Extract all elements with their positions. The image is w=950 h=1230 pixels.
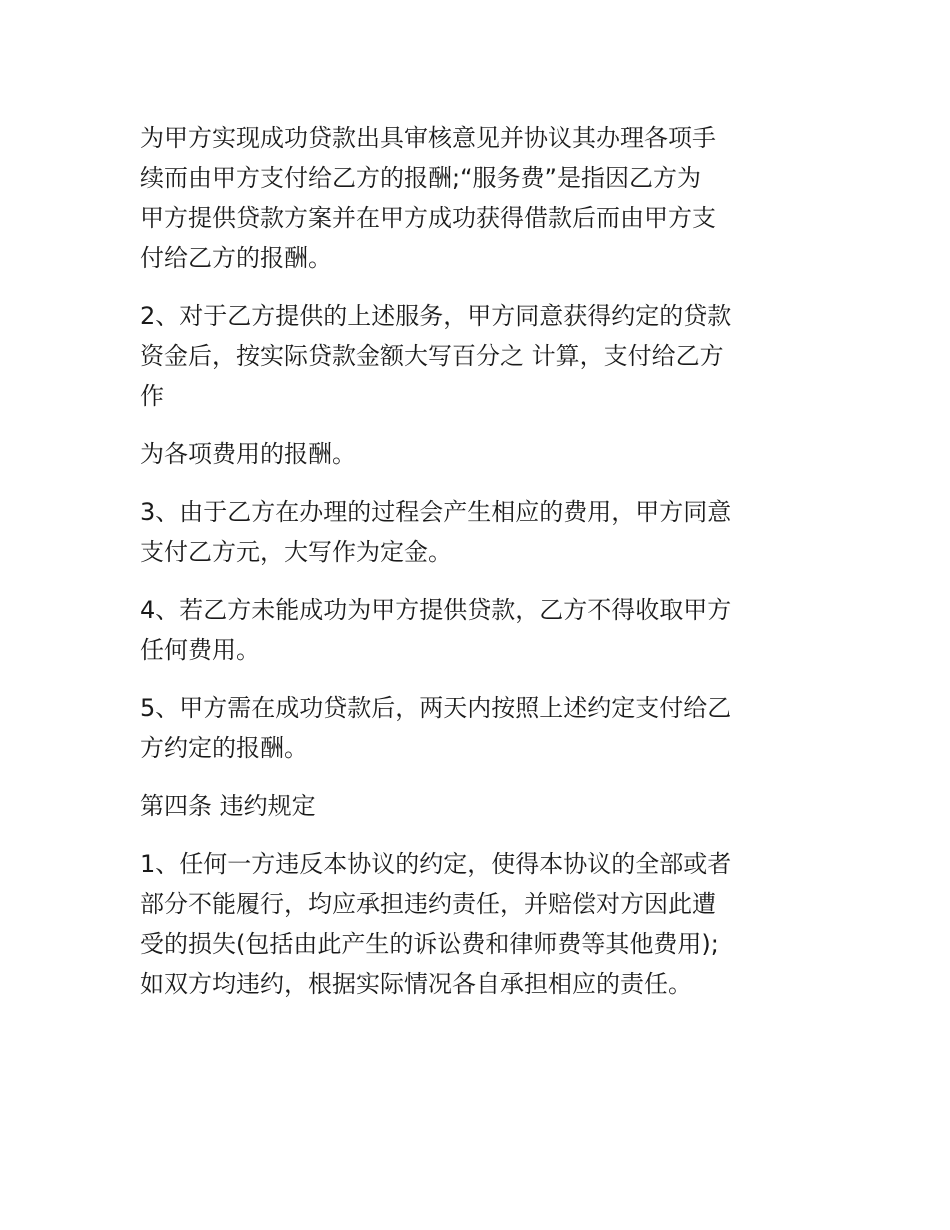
paragraph-clause-5: 5、甲方需在成功贷款后，两天内按照上述约定支付给乙 方约定的报酬。 — [140, 694, 732, 762]
paragraph-service-fee-definition: 为甲方实现成功贷款出具审核意见并协议其办理各项手 续而由甲方支付给乙方的报酬;“服务费”是指因乙方为 甲方提供贷款方案并在甲方成功获得借款后而由甲方支 付给乙方的报酬。 — [140, 124, 716, 272]
paragraph-breach-clause-1: 1、任何一方违反本协议的约定，使得本协议的全部或者 部分不能履行，均应承担违约责任，并赔偿对方因此遭 受的损失(包括由此产生的诉讼费和律师费等其他费用); 如双方均违约，根据实际情况各自承担相应的责任。 — [140, 850, 732, 998]
paragraph-clause-2: 2、对于乙方提供的上述服务，甲方同意获得约定的贷款 资金后，按实际贷款金额大写百分之 计算，支付给乙方 作 — [140, 302, 732, 410]
paragraph-clause-3: 3、由于乙方在办理的过程会产生相应的费用，甲方同意 支付乙方元，大写作为定金。 — [140, 498, 732, 566]
document-body — [140, 118, 820, 1022]
section-heading-article-4: 第四条 违约规定 — [140, 792, 316, 820]
paragraph-clause-4: 4、若乙方未能成功为甲方提供贷款，乙方不得收取甲方 任何费用。 — [140, 596, 732, 664]
paragraph-clause-2-continued: 为各项费用的报酬。 — [140, 440, 356, 468]
